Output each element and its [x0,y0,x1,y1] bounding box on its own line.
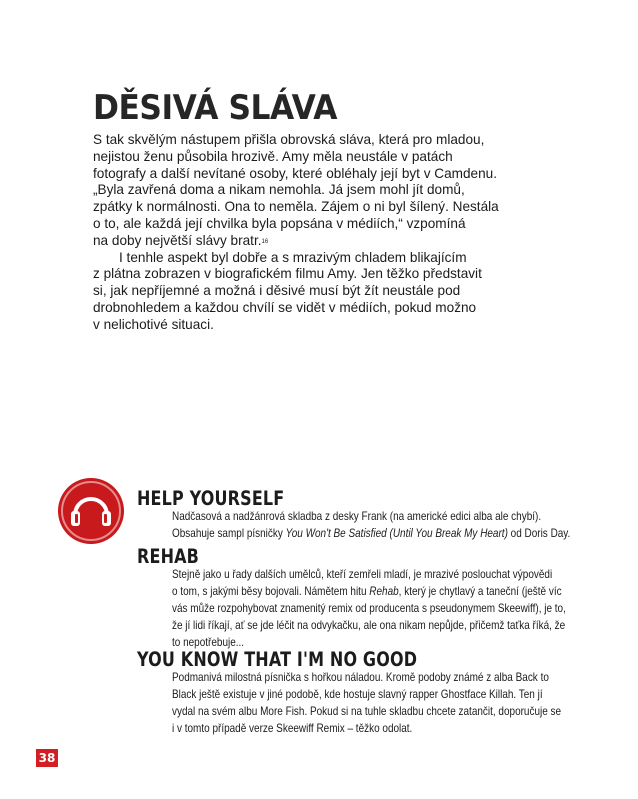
paragraph-line: v nelichotivé situaci. [93,316,214,332]
song-desc-line: vás může rozpohybovat znamenitý remix od producenta s pseudonymem Skeewiff), je to, [172,602,566,615]
paragraph-line: zpátky k normálnosti. Ona to neměla. Zájem o ni byl šílený. Nestála [93,199,499,215]
paragraph-line: si, jak nepříjemné a možná i děsivé musí být žít neustále pod [93,283,461,299]
song-desc-line: Podmanivá milostná písnička s hořkou náladou. Kromě podoby známé z alba Back to [172,671,549,684]
paragraph-line: o to, ale každá její chvilka byla popsána v médiích,“ vzpomíná [93,215,466,231]
page-number: 38 [36,749,58,767]
song-desc-line: Nadčasová a nadžánrová skladba z desky Frank (na americké edici alba ale chybí). [172,510,542,523]
song-desc-text: , který je chytlavý a taneční (ještě víc [398,585,562,598]
footnote-ref: 16 [261,238,269,245]
paragraph-line: fotografy a další nevítané osoby, které obléhaly její byt v Camdenu. [93,165,498,181]
paragraph-2 [93,250,553,334]
song-title-rehab: REHAB [137,545,200,568]
song-title-you-know: YOU KNOW THAT I'M NO GOOD [137,648,418,671]
paragraph-line: I tenhle aspekt byl dobře a s mrazivým chladem blikajícím [119,249,467,265]
song-desc-line [172,525,571,542]
song-desc-you-know [172,669,577,737]
song-desc-line: Black ještě existuje v jiné podobě, kde hostuje slavný rapper Ghostface Killah. Ten jí [172,688,543,701]
page-title: DĚSIVÁ SLÁVA [93,88,338,128]
paragraph-line [93,233,553,250]
song-title-help-yourself: HELP YOURSELF [137,487,285,510]
song-hit-title: Rehab [369,585,399,598]
paragraph-line: drobnohledem a každou chvílí se vidět v médiích, pokud možno [93,299,477,315]
song-desc-help-yourself [172,508,577,542]
song-desc-line: vydal na svém albu More Fish. Pokud si na tuhle skladbu chcete zatančit, doporučuje se [172,705,562,718]
song-desc-line: že jí lidi říkají, ať se jde léčit na odvykačku, ale ona nikam nepůjde, přičemž taťka říká, že [172,619,566,632]
paragraph-line: z plátna zobrazen v biografickém filmu Amy. Jen těžko představit [93,266,482,282]
paragraph-line: S tak skvělým nástupem přišla obrovská sláva, která pro mladou, [93,132,485,147]
paragraph-line: nejistou ženu působila hrozivě. Amy měla neustále v patách [93,148,453,164]
paragraph-line-text: na doby největší slávy bratr. [93,232,262,248]
headphones-icon [58,478,124,544]
paragraph-line: „Byla zavřená doma a nikam nemohla. Já jsem mohl jít domů, [93,182,465,198]
song-desc-line [172,583,562,600]
song-desc-text: od Doris Day. [507,527,571,540]
song-sample-title: You Won't Be Satisfied (Until You Break My Heart) [285,527,508,540]
song-desc-text: Obsahuje sampl písničky [172,527,286,540]
headphones-icon-graphic [58,478,124,544]
song-desc-text: o tom, s jakými běsy bojovali. Námětem hitu [172,585,370,598]
song-desc-line: i v tomto případě verze Skeewiff Remix – těžko odolat. [172,722,413,735]
song-desc-line: Stejně jako u řady dalších umělců, kteří zemřeli mladí, je mrazivé poslouchat výpovědi [172,568,553,581]
song-desc-line: to nepotřebuje... [172,636,245,649]
paragraph-1 [93,132,553,250]
song-desc-rehab [172,566,577,651]
